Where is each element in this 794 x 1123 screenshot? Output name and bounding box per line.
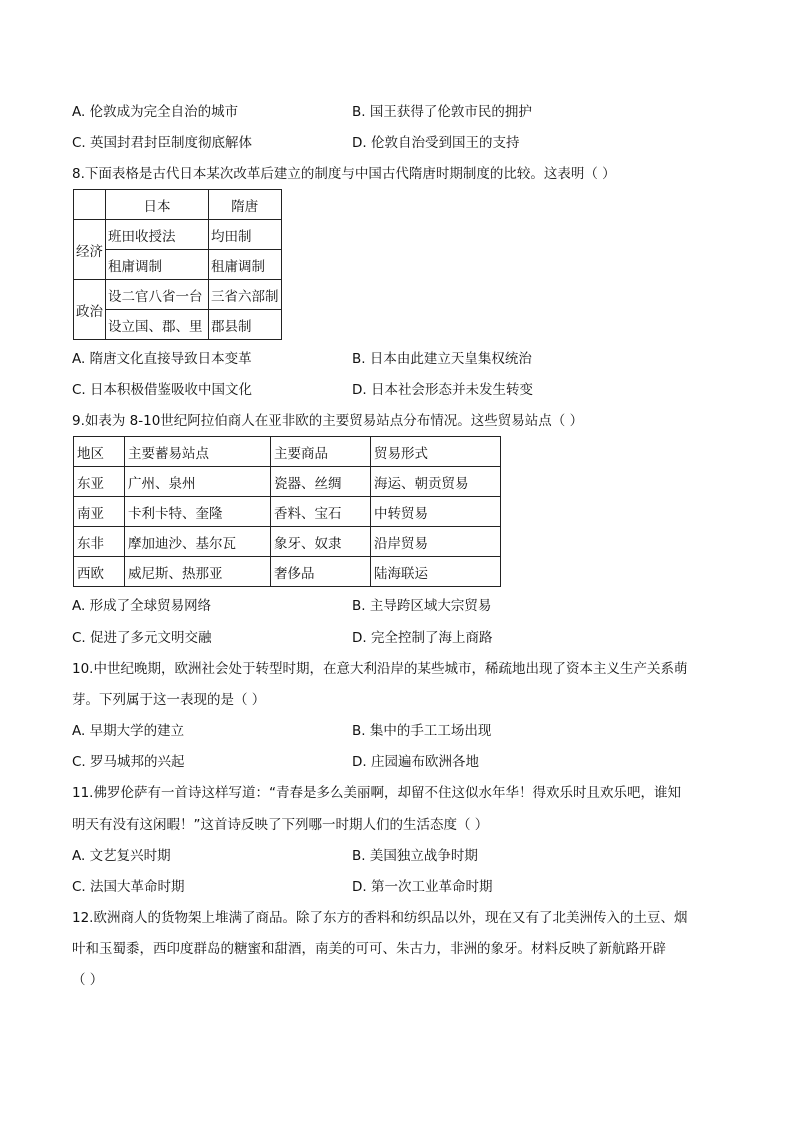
table-header-cell: 地区 [74, 437, 125, 467]
q11-stem-line2: 明天有没有这闲暇！”这首诗反映了下列哪一时期人们的生活态度（ ） [72, 817, 489, 833]
table-header-suitang: 隋唐 [209, 190, 282, 220]
row-group-label: 政治 [74, 280, 106, 340]
table-row [74, 310, 282, 340]
table-row [74, 250, 282, 280]
table-cell: 威尼斯、热那亚 [125, 557, 271, 587]
table-row [74, 497, 501, 527]
q9-option-b[interactable]: B. 主导跨区域大宗贸易 [352, 598, 492, 614]
q11-option-d[interactable]: D. 第一次工业革命时期 [352, 879, 493, 895]
q9-option-d[interactable]: D. 完全控制了海上商路 [352, 630, 493, 646]
table-cell: 摩加迪沙、基尔瓦 [125, 527, 271, 557]
q9-stem: 9.如表为 8-10世纪阿拉伯商人在亚非欧的主要贸易站点分布情况。这些贸易站点（ ） [72, 413, 584, 429]
table-cell: 郡县制 [209, 310, 282, 340]
table-cell: 设二官八省一台 [106, 280, 209, 310]
q8-option-a[interactable]: A. 隋唐文化直接导致日本变革 [72, 351, 252, 367]
q8-option-d[interactable]: D. 日本社会形态并未发生转变 [352, 382, 533, 398]
table-cell: 东亚 [74, 467, 125, 497]
table-header-cell: 主要蓄易站点 [125, 437, 271, 467]
q11-option-b[interactable]: B. 美国独立战争时期 [352, 848, 478, 864]
table-row [74, 527, 501, 557]
q8-stem: 8.下面表格是古代日本某次改革后建立的制度与中国古代隋唐时期制度的比较。这表明（ ） [72, 166, 616, 182]
q11-option-a[interactable]: A. 文艺复兴时期 [72, 848, 171, 864]
table-cell: 广州、泉州 [125, 467, 271, 497]
table-row [74, 280, 282, 310]
q8-option-c[interactable]: C. 日本积极借鉴吸收中国文化 [72, 382, 253, 398]
table-cell: 香料、宝石 [271, 497, 371, 527]
q10-option-a[interactable]: A. 早期大学的建立 [72, 723, 185, 739]
table-cell: 陆海联运 [371, 557, 501, 587]
table-cell: 东非 [74, 527, 125, 557]
table-header-row [74, 190, 282, 220]
table-cell: 租庸调制 [209, 250, 282, 280]
q9-trade-table [73, 436, 501, 587]
table-cell [74, 190, 106, 220]
table-cell: 卡利卡特、奎隆 [125, 497, 271, 527]
table-header-cell: 主要商品 [271, 437, 371, 467]
q12-stem-line2: 叶和玉蜀黍，西印度群岛的糖蜜和甜酒，南美的可可、朱古力，非洲的象牙。材料反映了新航路开辟 [72, 941, 666, 957]
q10-option-c[interactable]: C. 罗马城邦的兴起 [72, 754, 185, 770]
q10-option-d[interactable]: D. 庄园遍布欧洲各地 [352, 754, 479, 770]
q7-option-b[interactable]: B. 国王获得了伦敦市民的拥护 [352, 104, 532, 120]
table-row [74, 557, 501, 587]
table-cell: 象牙、奴隶 [271, 527, 371, 557]
table-cell: 西欧 [74, 557, 125, 587]
q12-stem-line1: 12.欧洲商人的货物架上堆满了商品。除了东方的香料和纺织品以外，现在又有了北美洲传入的土豆、烟 [72, 910, 688, 926]
q9-option-c[interactable]: C. 促进了多元文明交融 [72, 630, 212, 646]
q8-option-b[interactable]: B. 日本由此建立天皇集权统治 [352, 351, 532, 367]
q7-option-d[interactable]: D. 伦敦自治受到国王的支持 [352, 135, 520, 151]
q7-option-c[interactable]: C. 英国封君封臣制度彻底解体 [72, 135, 253, 151]
q11-stem-line1: 11.佛罗伦萨有一首诗这样写道：“青春是多么美丽啊，却留不住这似水年华！得欢乐时且欢乐吧，谁知 [72, 785, 681, 801]
table-cell: 租庸调制 [106, 250, 209, 280]
q10-option-b[interactable]: B. 集中的手工工场出现 [352, 723, 492, 739]
q12-stem-line3: （ ） [72, 972, 104, 988]
table-cell: 瓷器、丝绸 [271, 467, 371, 497]
q10-stem-line2: 芽。下列属于这一表现的是（ ） [72, 692, 266, 708]
table-header-row [74, 437, 501, 467]
q8-comparison-table [73, 189, 282, 340]
table-row [74, 467, 501, 497]
table-header-cell: 贸易形式 [371, 437, 501, 467]
table-cell: 班田收授法 [106, 220, 209, 250]
table-cell: 奢侈品 [271, 557, 371, 587]
table-cell: 沿岸贸易 [371, 527, 501, 557]
q11-option-c[interactable]: C. 法国大革命时期 [72, 879, 185, 895]
table-row [74, 220, 282, 250]
table-cell: 三省六部制 [209, 280, 282, 310]
q9-option-a[interactable]: A. 形成了全球贸易网络 [72, 598, 212, 614]
row-group-label: 经济 [74, 220, 106, 280]
q10-stem-line1: 10.中世纪晚期，欧洲社会处于转型时期，在意大利沿岸的某些城市，稀疏地出现了资本主义生产关系萌 [72, 661, 688, 677]
table-cell: 海运、朝贡贸易 [371, 467, 501, 497]
table-cell: 设立国、郡、里 [106, 310, 209, 340]
table-cell: 中转贸易 [371, 497, 501, 527]
table-header-japan: 日本 [106, 190, 209, 220]
table-cell: 均田制 [209, 220, 282, 250]
q7-option-a[interactable]: A. 伦敦成为完全自治的城市 [72, 104, 239, 120]
table-cell: 南亚 [74, 497, 125, 527]
